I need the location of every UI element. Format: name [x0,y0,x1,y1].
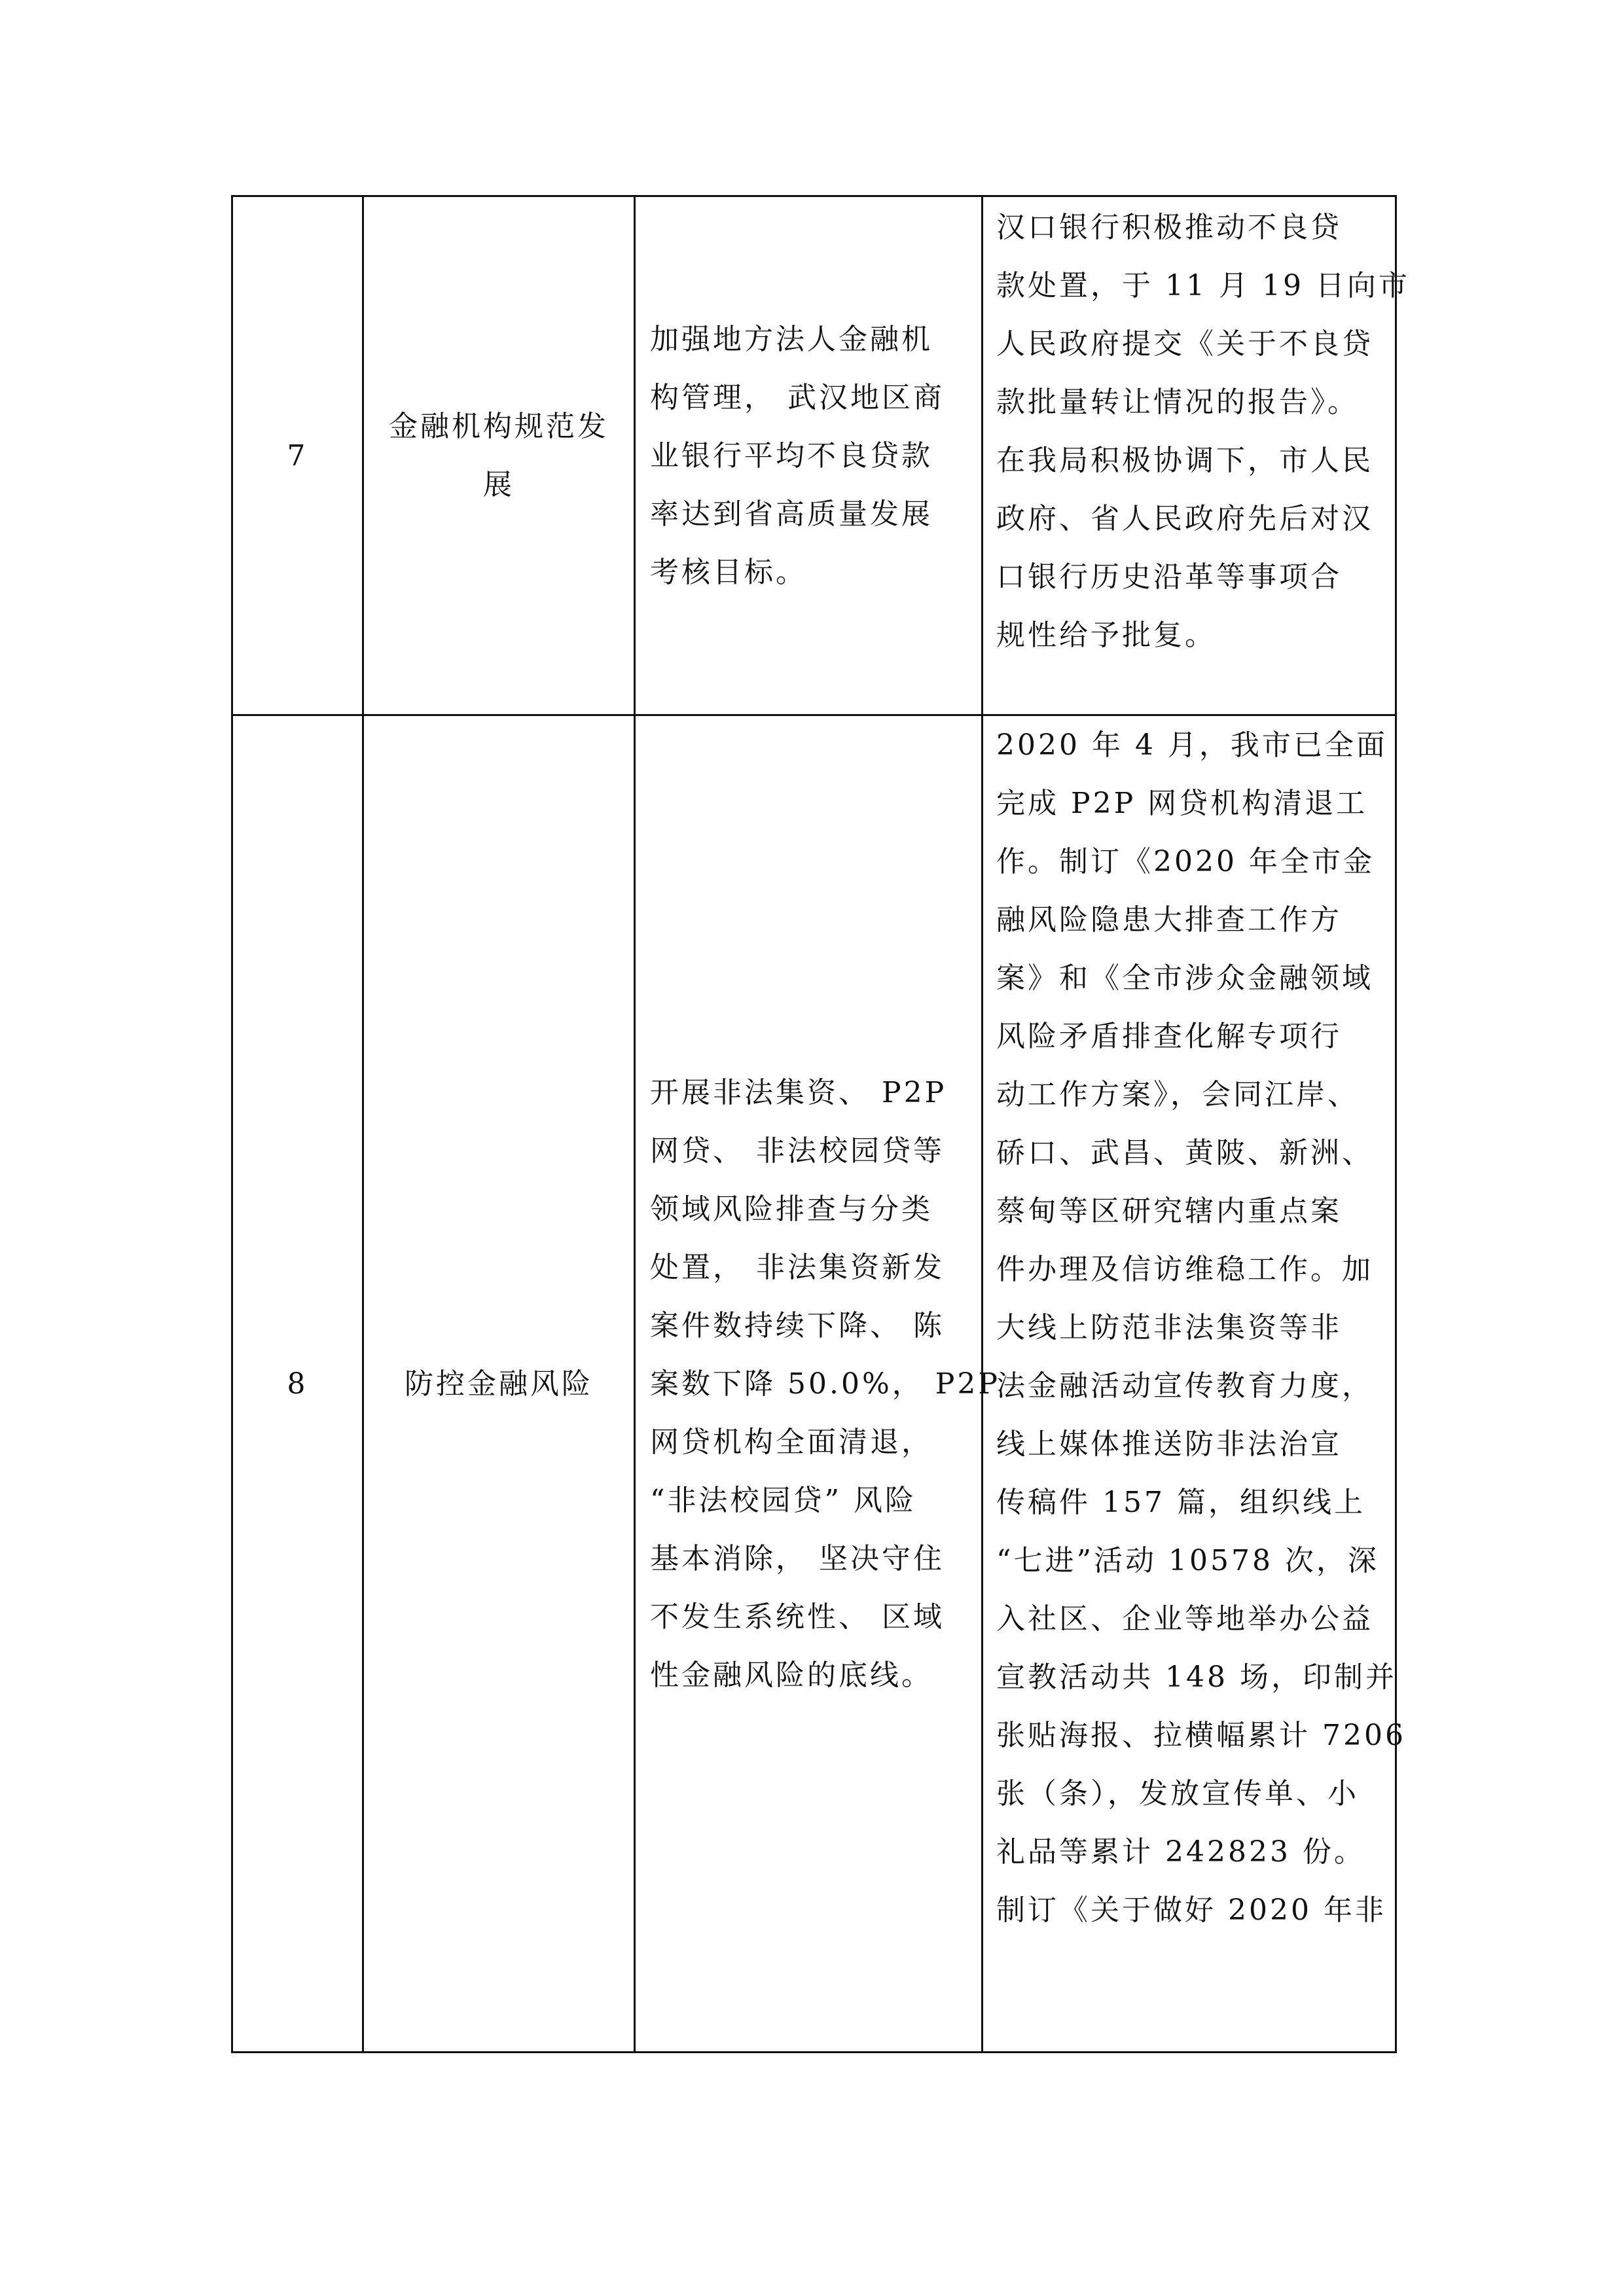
progress-text-line: 传稿件 157 篇，组织线上 [996,1486,1365,1519]
progress-text-line: 口银行历史沿革等事项合 [996,560,1342,594]
progress-text-line: 款批量转让情况的报告》。 [996,386,1359,419]
target-cell [635,196,983,715]
row-number: 7 [287,439,308,473]
progress-table [231,195,1410,2053]
task-cell [363,715,635,2053]
target-text-line: 业银行平均不良贷款 [650,439,933,473]
target-text-line: 不发生系统性、 区域 [650,1600,945,1634]
target-cell [635,715,1000,2053]
table-row [232,715,1396,2053]
progress-text-line: 人民政府提交《关于不良贷 [996,327,1373,361]
target-text-line: 处置， 非法集资新发 [650,1250,945,1284]
progress-text-line: 蔡甸等区研究辖内重点案 [996,1194,1342,1228]
target-text-line: 领域风险排查与分类 [650,1192,933,1226]
target-text-line: 开展非法集资、 P2P [650,1075,947,1109]
progress-text-line: 规性给予批复。 [996,619,1216,652]
progress-text-line: 动工作方案》，会同江岸、 [996,1078,1359,1111]
target-text-line: “非法校园贷” 风险 [650,1483,916,1517]
progress-text-line: 礼品等累计 242823 份。 [996,1835,1365,1869]
target-text-line: 考核目标。 [650,555,807,589]
target-text-line: 率达到省高质量发展 [650,497,933,531]
progress-text-line: 作。制订《2020 年全市金 [996,845,1375,878]
target-text-line: 加强地方法人金融机 [650,322,933,356]
progress-text-line: 2020 年 4 月，我市已全面 [996,728,1388,762]
progress-text-line: 风险矛盾排查化解专项行 [996,1020,1342,1053]
progress-text-line: 制订《关于做好 2020 年非 [996,1893,1386,1927]
target-text-line: 构管理， 武汉地区商 [650,380,945,414]
progress-text-line: “七进”活动 10578 次，深 [996,1544,1379,1577]
progress-text-line: 入社区、企业等地举办公益 [996,1602,1373,1636]
progress-text-line: 件办理及信访维稳工作。加 [996,1253,1373,1286]
target-text-line: 基本消除， 坚决守住 [650,1541,945,1575]
target-text-line: 网贷、 非法校园贷等 [650,1134,945,1168]
progress-cell [983,715,1406,2053]
progress-text-line: 大线上防范非法集资等非 [996,1311,1342,1344]
progress-text-line: 完成 P2P 网贷机构清退工 [996,787,1368,820]
row-number-cell [232,715,363,2053]
progress-text-line: 款处置，于 11 月 19 日向市 [996,269,1410,302]
target-text-line: 案数下降 50.0%， P2P [650,1367,1000,1401]
target-text-line: 性金融风险的底线。 [650,1658,933,1692]
progress-text-line: 汉口银行积极推动不良贷 [996,211,1342,244]
target-text-line: 网贷机构全面清退， [650,1425,933,1459]
target-text-line: 案件数持续下降、 陈 [650,1308,945,1342]
table-row [232,196,1396,715]
progress-text-line: 案》和《全市涉众金融领域 [996,961,1373,995]
row-number-cell [232,196,363,715]
progress-text-line: 政府、省人民政府先后对汉 [996,502,1373,535]
progress-text-line: 张贴海报、拉横幅累计 7206 [996,1719,1406,1752]
row-number: 8 [287,1367,308,1401]
progress-text-line: 融风险隐患大排查工作方 [996,903,1342,937]
task-text-line: 展 [483,468,514,501]
task-cell [363,196,635,715]
task-text-line: 防控金融风险 [405,1367,593,1401]
progress-text-line: 在我局积极协调下，市人民 [996,444,1373,477]
progress-text-line: 宣教活动共 148 场，印制并 [996,1660,1397,1694]
progress-text-line: 线上媒体推送防非法治宣 [996,1427,1342,1461]
task-text-line: 金融机构规范发 [389,410,609,443]
progress-text-line: 法金融活动宣传教育力度， [996,1369,1373,1403]
progress-text-line: 张（条），发放宣传单、小 [996,1777,1359,1810]
progress-cell [983,196,1410,715]
progress-text-line: 硚口、武昌、黄陂、新洲、 [996,1136,1373,1170]
